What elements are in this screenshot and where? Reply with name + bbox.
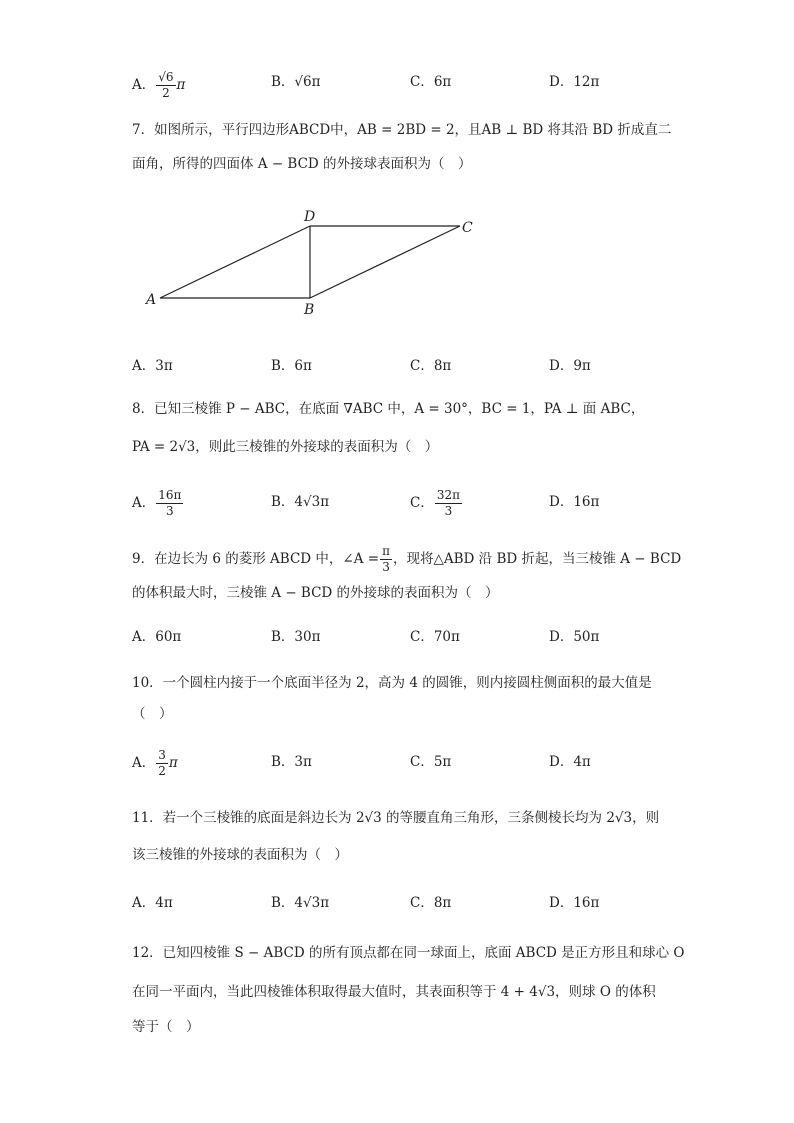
q7-stem-line-1: 7．如图所示，平行四边形ABCD中，AB = 2BD = 2，且AB ⊥ BD 将其沿 BD 折成直二 [132,122,672,138]
q12-stem-line-1: 12．已知四棱锥 S − ABCD 的所有顶点都在同一球面上，底面 ABCD 是正方形且和球心 O [132,945,685,961]
q7-option-a: A．3π [132,358,173,374]
edge-bc [310,226,460,298]
q6-option-a-tail: π [176,77,186,93]
q11-option-b: B．4√3π [271,895,330,911]
vertex-label-c: C [462,220,473,236]
q10-option-a-numerator: 3 [158,748,166,762]
q8-option-b: B．4√3π [271,494,330,510]
q9-option-c: C．70π [410,629,460,645]
q7-stem-line-2: 面角，所得的四面体 A − BCD 的外接球表面积为（ ） [132,156,472,172]
q10-option-a-label: A． [132,755,156,771]
q8-option-c [410,488,463,519]
q6-option-a-label: A． [132,77,156,93]
q10-option-a [132,748,178,779]
q9-option-d: D．50π [549,629,600,645]
vertex-label-b: B [304,302,315,318]
q8-stem-line-2: PA = 2√3，则此三棱锥的外接球的表面积为（ ） [132,439,439,455]
q10-stem-line-1: 10．一个圆柱内接于一个底面半径为 2，高为 4 的圆锥，则内接圆柱侧面积的最大值是 [132,675,652,691]
q7-option-b: B．6π [271,358,312,374]
q10-stem-line-2: （ ） [132,706,173,722]
q6-option-a-fraction [156,70,175,101]
q6-option-a-denominator: 2 [162,86,170,100]
q12-stem-line-2: 在同一平面内，当此四棱锥体积取得最大值时，其表面积等于 4 + 4√3，则球 O 的体积 [132,984,656,1000]
q8-option-c-label: C． [410,495,434,511]
q8-option-c-denominator: 3 [444,504,453,518]
vertex-label-a: A [146,292,157,308]
q6-option-c: C．6π [410,74,452,90]
q9-stem-line-1 [132,544,681,575]
q8-stem-line-1: 8．已知三棱锥 P − ABC，在底面 ∇ABC 中，A = 30°，BC = 1，PA ⊥ 面 ABC， [132,401,645,417]
q11-option-c: C．8π [410,895,452,911]
q8-option-c-numerator: 32π [436,488,460,502]
q8-option-a-numerator: 16π [158,488,182,502]
q11-option-a: A．4π [132,895,173,911]
q8-option-a-fraction [156,488,183,519]
q8-option-a [132,488,184,519]
q12-stem-line-3: 等于（ ） [132,1019,200,1035]
q6-option-a-numerator: √6 [158,70,174,84]
q10-option-d: D．4π [549,754,591,770]
q6-option-a [132,70,185,101]
q9-angle-fraction [380,544,392,575]
q9-option-b: B．30π [271,629,321,645]
q9-option-a: A．60π [132,629,182,645]
q8-option-a-denominator: 3 [166,504,174,518]
q11-stem-line-2: 该三棱锥的外接球的表面积为（ ） [132,847,348,863]
q8-option-a-label: A． [132,495,156,511]
q8-option-d: D．16π [549,494,600,510]
q11-stem-line-1: 11．若一个三棱锥的底面是斜边长为 2√3 的等腰直角三角形，三条侧棱长均为 2√3，则 [132,810,660,826]
q9-stem-part-a: 9．在边长为 6 的菱形 ABCD 中，∠A = [132,551,380,567]
q10-option-a-tail: π [168,755,178,771]
q8-option-c-fraction [435,488,462,519]
vertex-label-d: D [304,209,316,225]
q10-option-a-denominator: 2 [158,764,166,778]
q10-option-b: B．3π [271,754,312,770]
q10-option-c: C．5π [410,754,452,770]
q7-option-c: C．8π [410,358,452,374]
q10-option-a-fraction [156,748,168,779]
q11-option-d: D．16π [549,895,600,911]
q7-option-d: D．9π [549,358,591,374]
q9-stem-part-b: ，现将△ABD 沿 BD 折起，当三棱锥 A − BCD [392,551,682,567]
q6-option-b: B．√6π [271,74,321,90]
q9-angle-numerator: π [382,544,390,558]
q9-stem-line-2: 的体积最大时，三棱锥 A − BCD 的外接球的表面积为（ ） [132,585,499,601]
q9-angle-denominator: 3 [382,560,390,574]
edge-ad [160,226,310,298]
q7-parallelogram-diagram [140,205,480,320]
q6-option-d: D．12π [549,74,600,90]
